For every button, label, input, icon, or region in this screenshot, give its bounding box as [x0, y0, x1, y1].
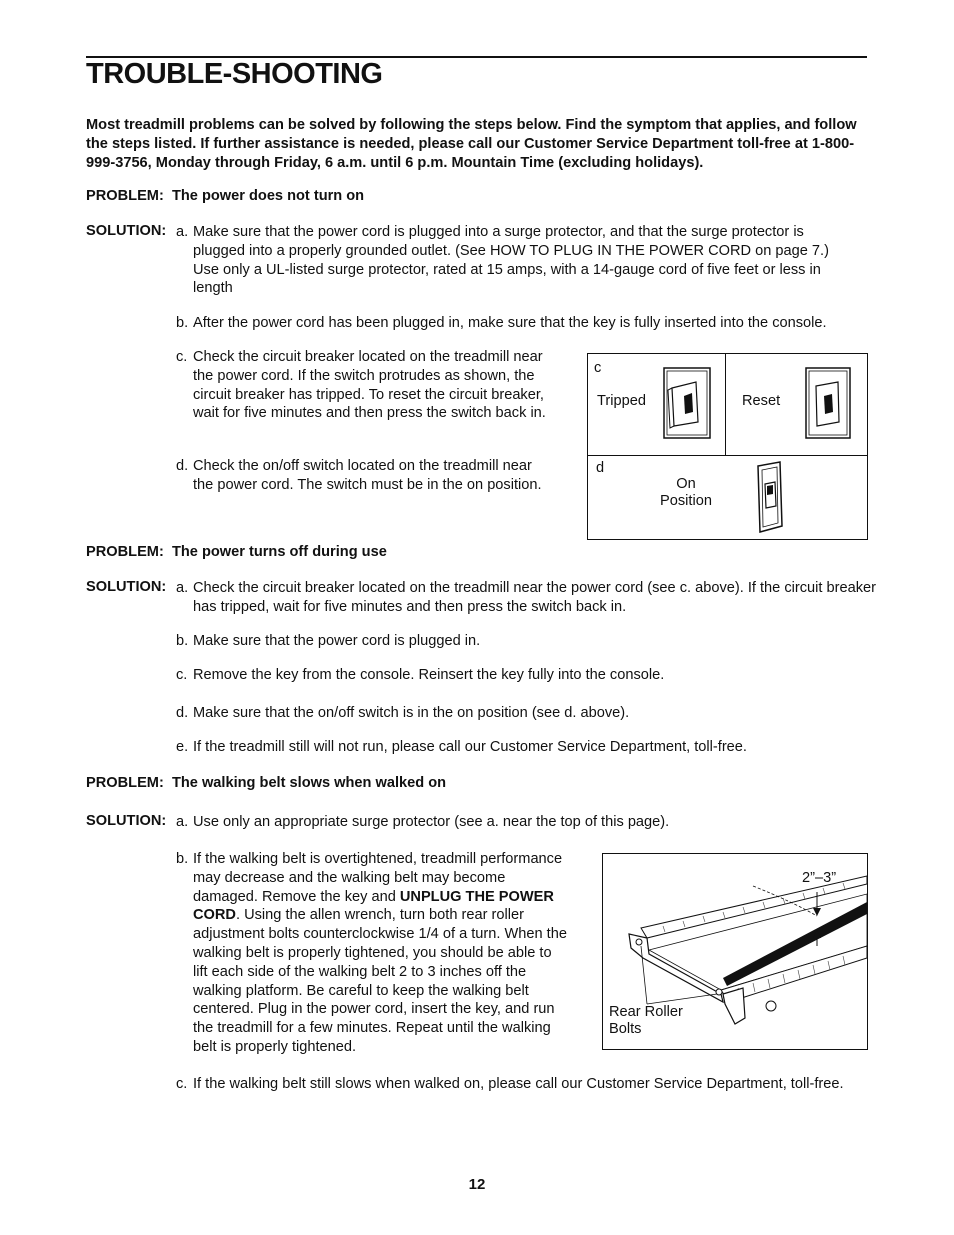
rear-roller-bolts-label: Rear Roller Bolts [609, 1004, 683, 1037]
solution-1-item-d: d. Check the on/off switch located on the treadmill near the power cord. The switch must be in the on position. [176, 458, 542, 493]
solution-2-label: SOLUTION: [86, 579, 167, 595]
solution-1-item-b: b. After the power cord has been plugged in, make sure that the key is fully inserted into the console. [176, 315, 827, 331]
solution-2-item-d: d. Make sure that the on/off switch is in the on position (see d. above). [176, 705, 630, 721]
solution-1-label: SOLUTION: [86, 223, 167, 239]
solution-3-item-b: b. If the walking belt is overtightened, treadmill performance may decrease and the walking belt may become damaged. Remove the key and UNPLUG THE POWER CORD. Using the allen wrench, turn both rear roller adjustment bolts counterclockwise 1/4 of a turn. When the walking belt is properly tightened, you should be able to lift each side of the walking belt 2 to 3 inches off the walking platform. Be careful to keep the walking belt centered. Plug in the power cord, insert the key, and run the treadmill for a few minutes. Repeat until the walking belt is properly tightened. [176, 851, 567, 1055]
diagram-c-label: c [594, 360, 602, 376]
belt-measure-label: 2”–3” [802, 870, 837, 886]
tripped-label: Tripped [597, 393, 646, 409]
solution-2-item-a: a. Check the circuit breaker located on the treadmill near the power cord (see c. above). If the circuit breaker has tripped, wait for five minutes and then press the switch back in. [176, 580, 876, 615]
page-title: TROUBLE-SHOOTING [86, 58, 383, 90]
solution-3-item-c: c. If the walking belt still slows when walked on, please call our Customer Service Department, toll-free. [176, 1076, 844, 1092]
tripped-switch-icon [662, 366, 714, 440]
on-switch-icon [752, 460, 786, 534]
problem-2-text: The power turns off during use [171, 544, 387, 560]
solution-1-item-c: c. Check the circuit breaker located on the treadmill near the power cord. If the switch protrudes as shown, the circuit breaker has tripped. To reset the circuit breaker, wait for five minutes and then press the switch back in. [176, 349, 546, 422]
reset-switch-icon [804, 366, 854, 440]
solution-3-item-a: a. Use only an appropriate surge protector (see a. near the top of this page). [176, 814, 670, 830]
belt-diagram [602, 853, 868, 1050]
problem-2 [86, 544, 387, 560]
solution-2-item-c: c. Remove the key from the console. Reinsert the key fully into the console. [176, 667, 665, 683]
problem-1 [86, 188, 364, 204]
intro-paragraph: Most treadmill problems can be solved by following the steps below. Find the symptom that applies, and follow the steps listed. If further assistance is needed, please call our Customer Service Department toll-free at 1-800-999-3756, Monday through Friday, 6 a.m. until 6 p.m. Mountain Time (excluding holidays). [86, 117, 857, 171]
problem-3 [86, 775, 446, 791]
switch-diagram [587, 353, 868, 540]
solution-1-item-a: a. Make sure that the power cord is plugged into a surge protector, and that the surge protector is plugged into a properly grounded outlet. (See HOW TO PLUG IN THE POWER CORD on page 7.) Use only a UL-listed surge protector, rated at 15 amps, with a 14-gauge cord of five feet or less in length [176, 224, 829, 297]
problem-label: PROBLEM: [86, 775, 164, 791]
diagram-divider-vertical [725, 354, 726, 455]
problem-label: PROBLEM: [86, 188, 164, 204]
problem-1-text: The power does not turn on [171, 188, 365, 204]
solution-2-item-e: e. If the treadmill still will not run, please call our Customer Service Department, toll-free. [176, 739, 747, 755]
solution-2-item-b: b. Make sure that the power cord is plugged in. [176, 633, 481, 649]
problem-label: PROBLEM: [86, 544, 164, 560]
problem-3-text: The walking belt slows when walked on [171, 775, 447, 791]
unplug-warning: UNPLUG THE POWER CORD [193, 888, 554, 924]
reset-label: Reset [742, 393, 781, 409]
diagram-d-label: d [596, 460, 605, 476]
on-position-label: On Position [660, 476, 712, 509]
diagram-divider-horizontal [588, 455, 867, 456]
solution-3-label: SOLUTION: [86, 813, 167, 829]
page-number: 12 [468, 1176, 486, 1193]
